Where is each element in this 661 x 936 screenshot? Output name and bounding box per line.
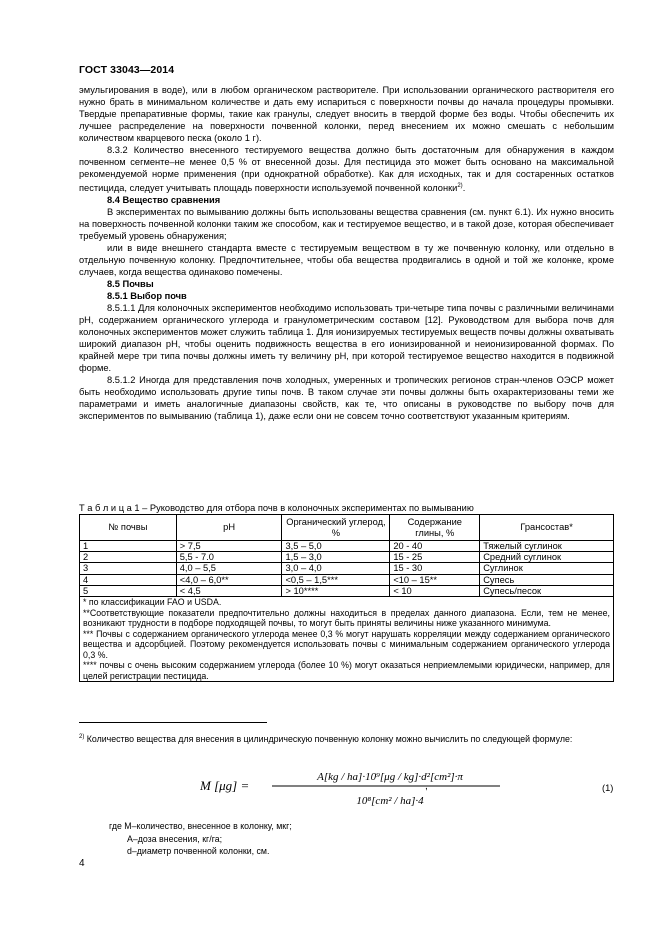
soil-table	[79, 514, 614, 682]
formula	[200, 762, 500, 814]
table-cell: > 10****	[282, 585, 390, 596]
section-heading: 8.5 Почвы	[107, 279, 154, 290]
table-cell: <4,0 – 6,0**	[176, 574, 282, 585]
legend-line: где М–количество, внесенное в колонку, мкг;	[109, 821, 292, 831]
table-note: *** Почвы с содержанием органического углерода менее 0,3 % могут нарушать корреляции между содержанием органического вещества и адсорбцией. Поэтому рекомендуется использовать почвы с минимальным содержанием органического углерода 0,3 %.	[83, 628, 610, 660]
table-cell: 3	[80, 563, 177, 574]
table-cell: <10 – 15**	[390, 574, 480, 585]
table-cell: 1,5 – 3,0	[282, 552, 390, 563]
table-cell: 5	[80, 585, 177, 596]
column-header: № почвы	[80, 515, 177, 541]
table-cell: 20 - 40	[390, 541, 480, 552]
subsection-heading: 8.5.1 Выбор почв	[107, 291, 187, 302]
document-header: ГОСТ 33043—2014	[79, 64, 175, 76]
table-note: * по классификации FAO и USDA.	[83, 597, 222, 608]
formula-lhs: M [μg] =	[200, 778, 250, 793]
page-number: 4	[79, 858, 85, 869]
formula-denominator: 10⁸[cm² / ha]·4	[356, 795, 424, 807]
table-cell: 1	[80, 541, 177, 552]
table-cell: < 10	[390, 585, 480, 596]
table-caption: Т а б л и ц а 1 – Руководство для отбора почв в колоночных экспериментах по вымыванию	[79, 503, 474, 513]
column-header: Содержание глины, %	[390, 515, 480, 541]
table-row	[80, 563, 614, 574]
equation-number: (1)	[602, 783, 614, 793]
column-header: Органический углерод, %	[282, 515, 390, 541]
table-note: **** почвы с очень высоким содержанием углерода (более 10 %) могут оказаться неприемлемыми юридически, например, для целей регистрации пестицида.	[83, 660, 610, 681]
legend-line: d–диаметр почвенной колонки, см.	[127, 846, 270, 856]
section-heading: 8.4 Вещество сравнения	[107, 195, 221, 206]
table-cell: > 7,5	[176, 541, 282, 552]
legend-line: А–доза внесения, кг/га;	[127, 833, 223, 844]
paragraph: или в виде внешнего стандарта вместе с тестируемым веществом в ту же почвенную колонку, или отдельно в отдельную почвенную колонку. Предпочтительнее, чтобы оба вещества продвигались в одной и той же колонке, кроме случаев, когда вещества одинаково помечены.	[79, 243, 614, 278]
table-row	[80, 585, 614, 596]
formula-numerator: A[kg / ha]·10⁹[μg / kg]·d²[cm²]·π	[317, 771, 463, 783]
paragraph: 8.3.2 Количество внесенного тестируемого вещества должно быть достаточным для обнаружения в каждом почвенном сегменте–не менее 0,5 % от внесенной дозы. Для пестицида это может быть основано на максимальной рекомендуемой норме применения (при однократной обработке). Как для исходных, так и для состаренных остатков пестицида, следует учитывать площадь поверхности используемой почвенной колонки$^{2)}$.	[79, 145, 614, 194]
table-cell: 3,0 – 4,0	[282, 563, 390, 574]
footnote-separator	[79, 722, 267, 723]
footnote-ref: 2)	[457, 183, 463, 189]
table-row	[80, 574, 614, 585]
column-header: pH	[176, 515, 282, 541]
table-row	[80, 541, 614, 552]
table-header-row	[80, 515, 614, 541]
table-cell: 2	[80, 552, 177, 563]
paragraph: 8.5.1.1 Для колоночных экспериментов необходимо использовать три-четыре типа почвы с различными величинами pH, содержанием органического углерода и гранулометрическим составом [12]. Руководством для выбора почв для колоночных экспериментов может служить таблица 1. Для ионизируемых тестируемых веществ почвы должны охватывать широкий диапазон pH, чтобы оценить подвижность вещества в его ионизированной и неионизированной формах. По крайней мере три типа почвы должны иметь ту величину pH, при которой тестируемое вещество находится в подвижной форме.	[79, 303, 614, 374]
paragraph: В экспериментах по вымыванию должны быть использованы вещества сравнения (см. пункт 6.1). Их нужно вносить на поверхность почвенной колонки таким же способом, как и тестируемое вещество, и в такой дозе, которая обеспечивает требуемый уровень обнаружения;	[79, 207, 614, 242]
footnote-marker: 2)	[79, 734, 85, 740]
paragraph: эмульгирования в воде), или в любом органическом растворителе. При использовании органического растворителя его нужно брать в минимальном количестве и дать ему испариться с поверхности почвы до начала процедуры промывки. Твердые препаративные формы, такие как гранулы, следует вносить в твердой форме без воды. Чтобы обеспечить их лучшее распределение на поверхности почвенной колонки, перед внесением их можно смешать с небольшим количеством кварцевого песка (около 1 г).	[79, 85, 614, 143]
body-text-top	[79, 84, 614, 422]
footnote	[79, 731, 614, 745]
table-cell: < 4,5	[176, 585, 282, 596]
table-cell: <0,5 – 1,5***	[282, 574, 390, 585]
table-notes-row	[80, 597, 614, 682]
table-cell: Средний суглинок	[480, 552, 614, 563]
table-cell: Тяжелый суглинок	[480, 541, 614, 552]
table-row	[80, 552, 614, 563]
table-cell: 4,0 – 5,5	[176, 563, 282, 574]
table-cell: 4	[80, 574, 177, 585]
column-header: Грансостав*	[480, 515, 614, 541]
table-note: **Соответствующие показатели предпочтительно должны находиться в пределах данного диапазона. Если, тем не менее, возникают трудности в подборе подходящей почвы, то могут быть приняты величины ниже указанного минимума.	[83, 607, 610, 629]
table-cell: 3,5 – 5,0	[282, 541, 390, 552]
paragraph: 8.5.1.2 Иногда для представления почв холодных, умеренных и тропических регионов стран-членов ОЭСР может быть необходимо использовать другие типы почв. В таком случае эти почвы должны быть охарактеризованы теми же параметрами и иметь аналогичные диапазоны свойств, как те, что описаны в руководстве по выбору почв для экспериментов по вымыванию (таблица 1), даже если они не совсем точно соответствуют указанным критериям.	[79, 375, 614, 422]
table-cell: Супесь/песок	[480, 585, 614, 596]
formula-tail: ,	[425, 781, 428, 792]
table-cell: Супесь	[480, 574, 614, 585]
table-cell: Суглинок	[480, 563, 614, 574]
table-cell: 5,5 - 7.0	[176, 552, 282, 563]
table-cell: 15 - 25	[390, 552, 480, 563]
table-notes	[80, 597, 614, 682]
footnote-text: Количество вещества для внесения в цилиндрическую почвенную колонку можно вычислить по следующей формуле:	[84, 733, 573, 744]
table-cell: 15 - 30	[390, 563, 480, 574]
formula-legend	[109, 820, 292, 858]
